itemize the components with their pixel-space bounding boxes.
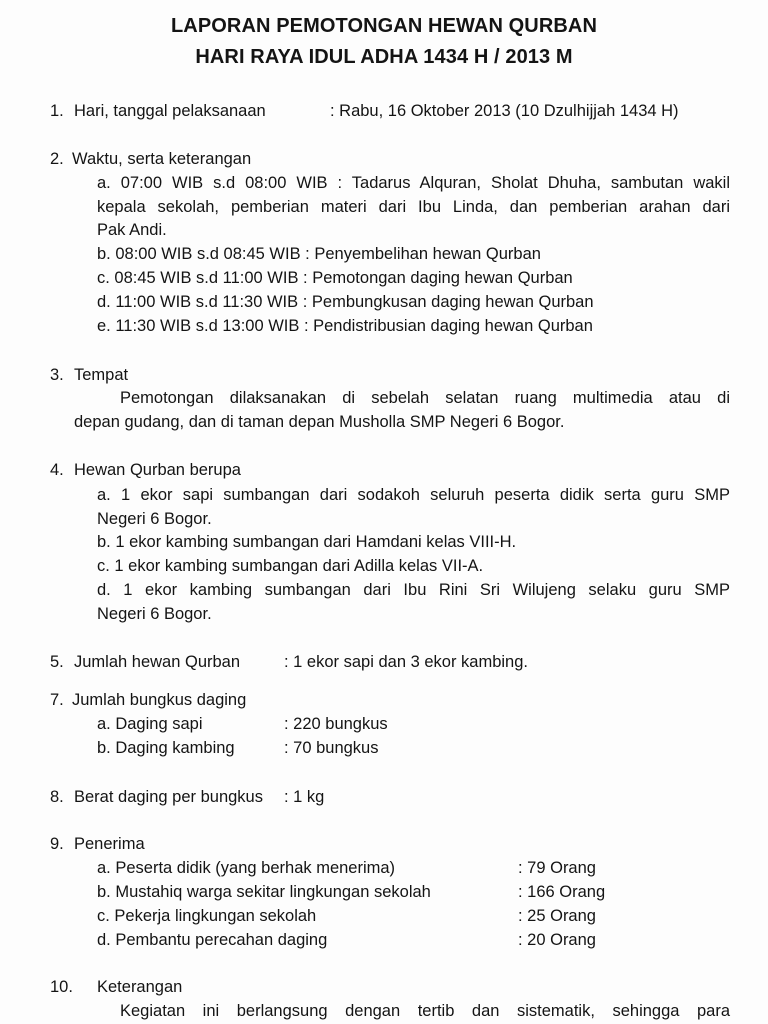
section-2-item-a-line-3: Pak Andi. [97,221,167,239]
section-4-number: 4. [50,461,64,479]
section-9-item-c-value: : 25 Orang [518,907,596,925]
section-2-item-b: b. 08:00 WIB s.d 08:45 WIB : Penyembelihan hewan Qurban [97,245,541,263]
section-7-item-b-label: b. Daging kambing [97,739,235,757]
section-9-number: 9. [50,835,64,853]
section-2-item-d: d. 11:00 WIB s.d 11:30 WIB : Pembungkusan daging hewan Qurban [97,293,594,311]
section-1-number: 1. [50,102,64,120]
section-10-number: 10. [50,978,73,996]
section-2-item-a-line-1: a. 07:00 WIB s.d 08:00 WIB : Tadarus Alquran, Sholat Dhuha, sambutan wakil [97,174,730,192]
section-1-value: : Rabu, 16 Oktober 2013 (10 Dzulhijjah 1434 H) [330,102,679,120]
section-9-item-a-value: : 79 Orang [518,859,596,877]
section-8-label: Berat daging per bungkus [74,788,263,806]
section-5-label: Jumlah hewan Qurban [74,653,241,671]
section-3-label: Tempat [74,366,129,384]
section-9-item-d-value: : 20 Orang [518,931,596,949]
section-5-value: : 1 ekor sapi dan 3 ekor kambing. [284,653,528,671]
section-5-number: 5. [50,653,64,671]
section-9-item-a-label: a. Peserta didik (yang berhak menerima) [97,859,396,877]
section-10-text-line-1: Kegiatan ini berlangsung dengan tertib dan sistematik, sehingga para [120,1002,730,1020]
section-7-item-a-label: a. Daging sapi [97,715,203,733]
section-3-text-line-1: Pemotongan dilaksanakan di sebelah selatan ruang multimedia atau di [120,389,730,407]
section-9-item-d-label: d. Pembantu perecahan daging [97,931,328,949]
section-7-item-a-value: : 220 bungkus [284,715,388,733]
section-9-item-b-label: b. Mustahiq warga sekitar lingkungan sekolah [97,883,431,901]
section-9-item-c-label: c. Pekerja lingkungan sekolah [97,907,317,925]
section-4-item-a-line-2: Negeri 6 Bogor. [97,510,212,528]
section-7-item-b-value: : 70 bungkus [284,739,379,757]
section-2-item-a-line-2: kepala sekolah, pemberian materi dari Ibu Linda, dan pemberian arahan dari [97,198,730,216]
section-3-text-line-2: depan gudang, dan di taman depan Musholla SMP Negeri 6 Bogor. [74,413,565,431]
section-3-number: 3. [50,366,64,384]
section-4-item-c: c. 1 ekor kambing sumbangan dari Adilla kelas VII-A. [97,557,484,575]
section-1-label: Hari, tanggal pelaksanaan [74,102,266,120]
section-4-item-a-line-1: a. 1 ekor sapi sumbangan dari sodakoh seluruh peserta didik serta guru SMP [97,486,730,504]
section-2-label: Waktu, serta keterangan [72,150,252,168]
report-subtitle: HARI RAYA IDUL ADHA 1434 H / 2013 M [195,46,573,68]
section-10-label: Keterangan [97,978,183,996]
section-9-label: Penerima [74,835,145,853]
section-2-number: 2. [50,150,64,168]
section-8-number: 8. [50,788,64,806]
section-7-number: 7. [50,691,64,709]
section-2-item-c: c. 08:45 WIB s.d 11:00 WIB : Pemotongan daging hewan Qurban [97,269,573,287]
section-4-item-d-line-1: d. 1 ekor kambing sumbangan dari Ibu Rini Sri Wilujeng selaku guru SMP [97,581,730,599]
section-4-item-d-line-2: Negeri 6 Bogor. [97,605,212,623]
section-7-label: Jumlah bungkus daging [72,691,247,709]
report-title: LAPORAN PEMOTONGAN HEWAN QURBAN [170,15,598,37]
section-2-item-e: e. 11:30 WIB s.d 13:00 WIB : Pendistribusian daging hewan Qurban [97,317,593,335]
section-8-value: : 1 kg [284,788,325,806]
section-9-item-b-value: : 166 Orang [518,883,606,901]
section-4-item-b: b. 1 ekor kambing sumbangan dari Hamdani kelas VIII-H. [97,533,517,551]
section-4-label: Hewan Qurban berupa [74,461,241,479]
